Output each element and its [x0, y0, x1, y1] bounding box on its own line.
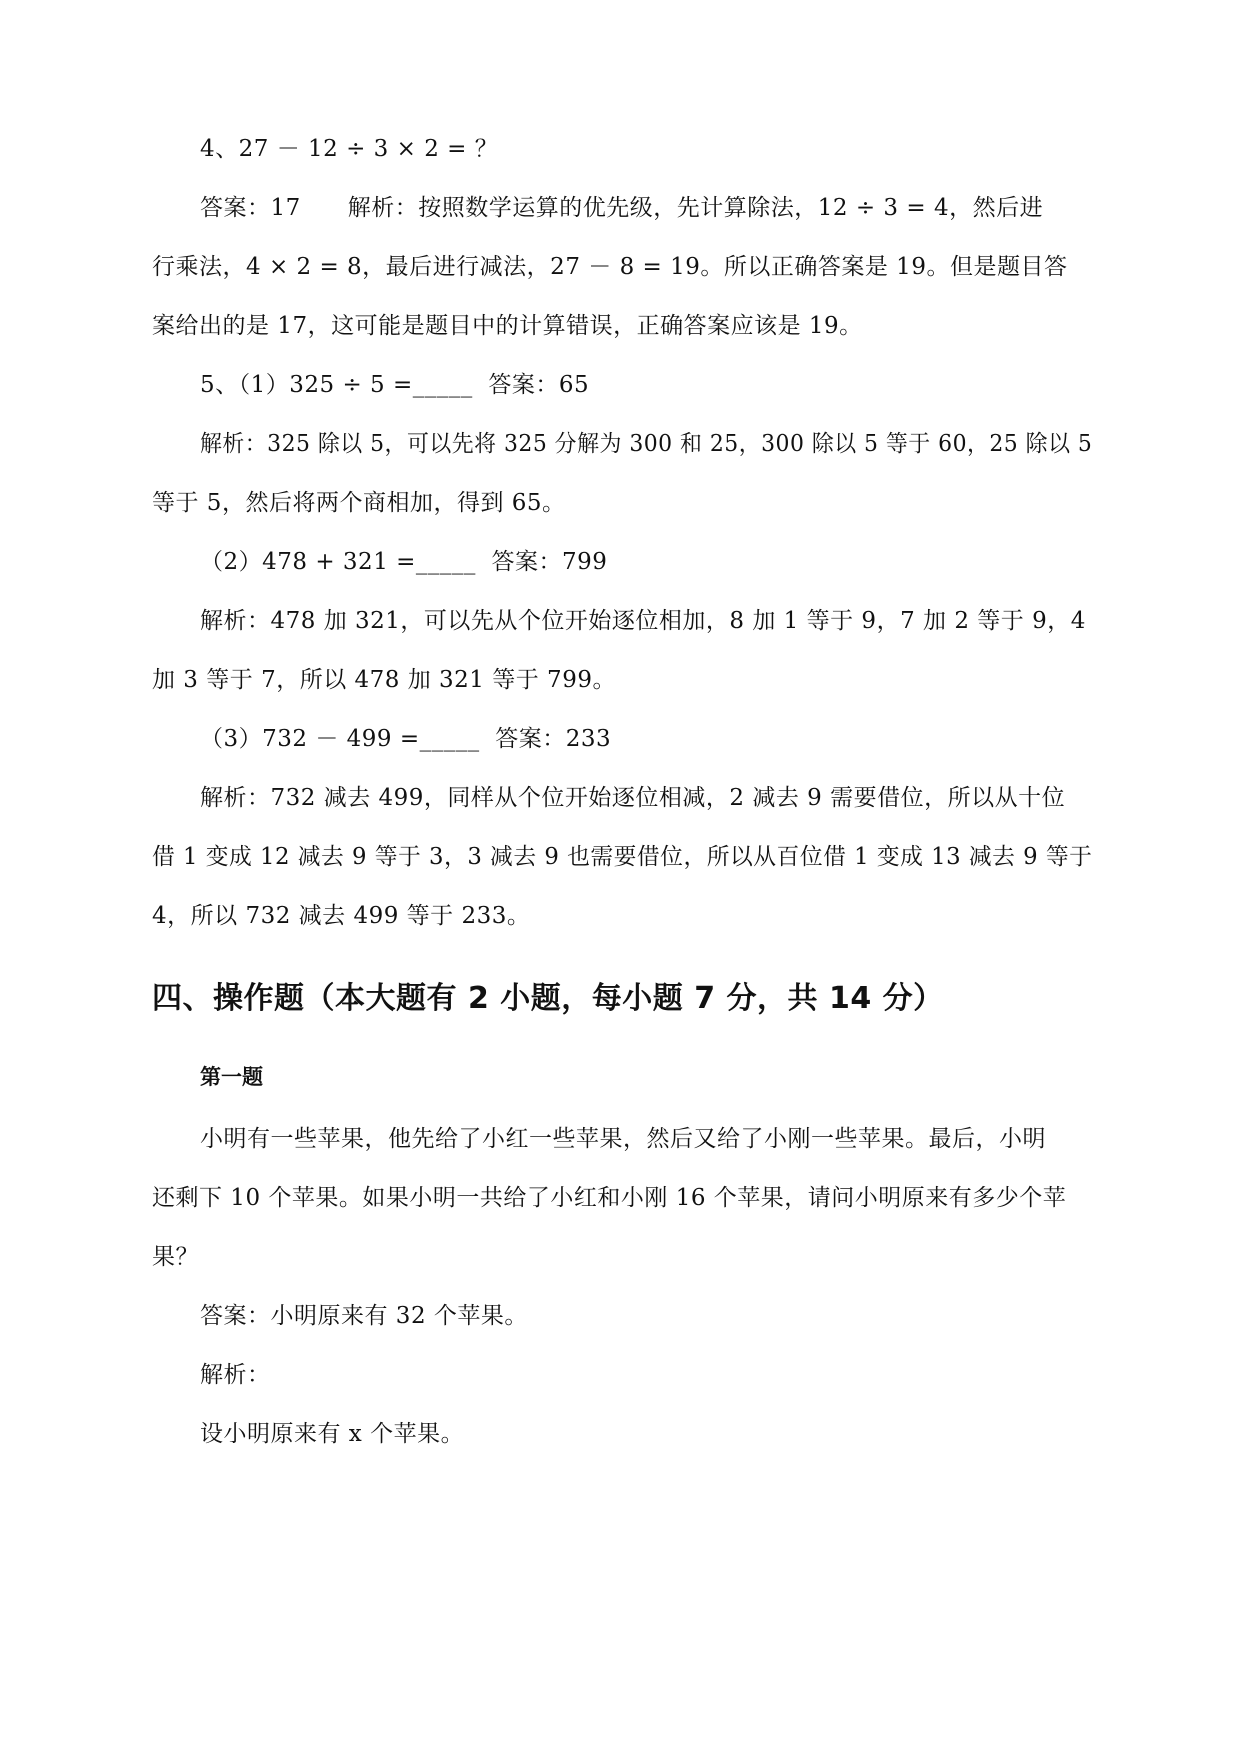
question-5-part-1: 5、（1）325 ÷ 5 =_____ 答案：65	[200, 372, 590, 398]
question-5-part-3-explanation: 4，所以 732 减去 499 等于 233。	[152, 903, 531, 929]
question-5-part-3: （3）732 － 499 =_____ 答案：233	[200, 726, 612, 752]
problem-answer: 答案：小明原来有 32 个苹果。	[200, 1303, 528, 1329]
question-4-explanation-line: 行乘法，4 × 2 = 8，最后进行减法，27 － 8 = 19。所以正确答案是 19。但是题目答	[152, 254, 1068, 280]
subsection-title: 第一题	[200, 1065, 263, 1089]
question-5-part-1-explanation: 解析：325 除以 5，可以先将 325 分解为 300 和 25，300 除以 5 等于 60，25 除以 5	[200, 431, 1093, 457]
analysis-label: 解析：	[200, 1362, 271, 1388]
analysis-text: 设小明原来有 x 个苹果。	[200, 1421, 465, 1447]
question-5-part-3-explanation: 解析：732 减去 499，同样从个位开始逐位相减，2 减去 9 需要借位，所以从十位	[200, 785, 1066, 811]
question-5-part-2-explanation: 加 3 等于 7，所以 478 加 321 等于 799。	[152, 667, 616, 693]
question-4-explanation-line: 案给出的是 17，这可能是题目中的计算错误，正确答案应该是 19。	[152, 313, 863, 339]
section-heading: 四、操作题（本大题有 2 小题，每小题 7 分，共 14 分）	[152, 981, 944, 1016]
problem-text: 还剩下 10 个苹果。如果小明一共给了小红和小刚 16 个苹果，请问小明原来有多少个苹	[152, 1185, 1067, 1211]
problem-text: 小明有一些苹果，他先给了小红一些苹果，然后又给了小刚一些苹果。最后，小明	[200, 1126, 1046, 1152]
question-4-answer: 答案：17 解析：按照数学运算的优先级，先计算除法，12 ÷ 3 = 4，然后进	[200, 195, 1044, 221]
question-5-part-1-explanation: 等于 5，然后将两个商相加，得到 65。	[152, 490, 566, 516]
question-5-part-2-explanation: 解析：478 加 321，可以先从个位开始逐位相加，8 加 1 等于 9，7 加 2 等于 9，4	[200, 608, 1086, 634]
question-5-part-2: （2）478 + 321 =_____ 答案：799	[200, 549, 608, 575]
problem-text: 果？	[152, 1244, 199, 1270]
question-5-part-3-explanation: 借 1 变成 12 减去 9 等于 3，3 减去 9 也需要借位，所以从百位借 1 变成 13 减去 9 等于	[152, 844, 1093, 870]
question-4: 4、27 － 12 ÷ 3 × 2 = ？	[200, 136, 499, 162]
